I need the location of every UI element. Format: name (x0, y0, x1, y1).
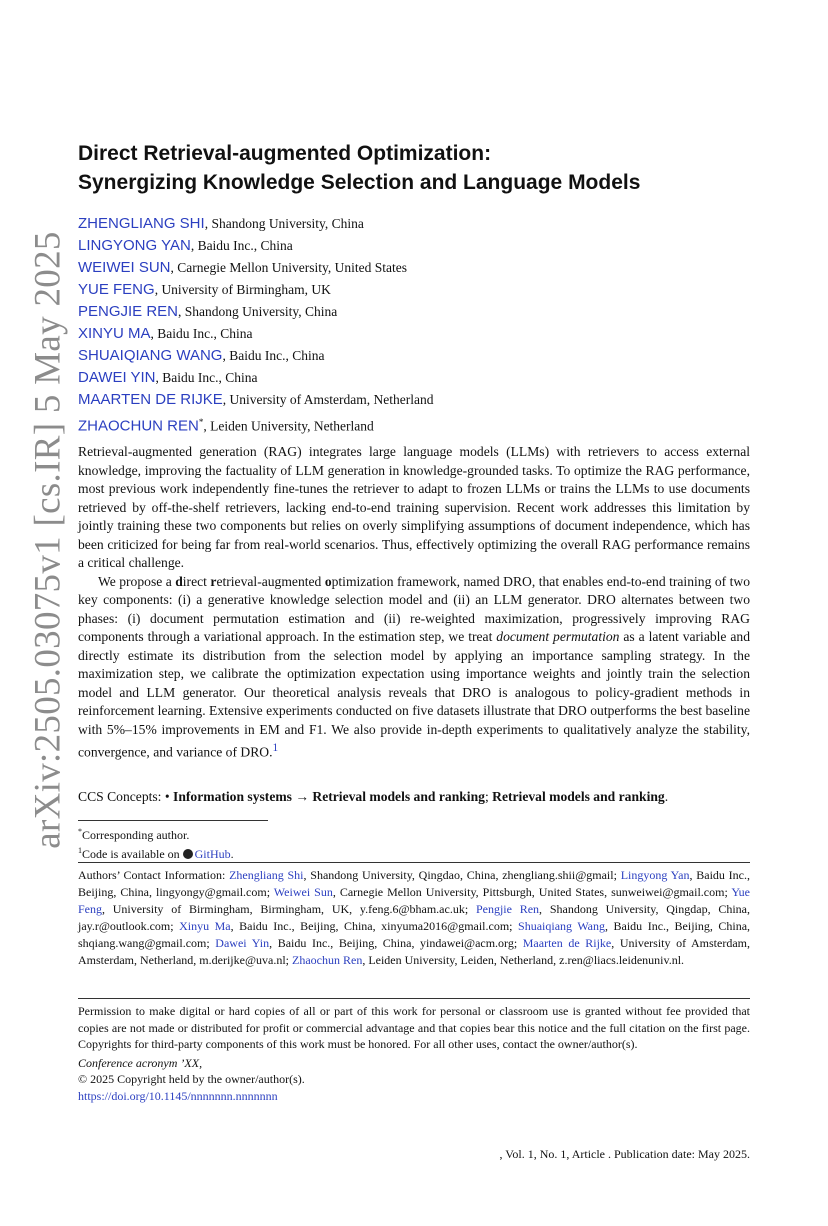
github-link[interactable]: GitHub (194, 847, 231, 861)
abstract-text: etrieval-augmented (216, 573, 325, 589)
author-entry (78, 213, 758, 235)
arxiv-identifier-text: arXiv:2505.03075v1 [cs.IR] 5 May 2025 (27, 231, 69, 849)
footnotes (78, 820, 750, 862)
contact-author-link[interactable]: Pengjie Ren (475, 902, 540, 916)
acronym-letter: o (324, 573, 332, 589)
ccs-separator: ; (484, 789, 493, 804)
author-contact-information (78, 862, 750, 969)
ccs-item: Information systems (173, 789, 292, 804)
contact-author-link[interactable]: Maarten de Rijke (522, 936, 612, 950)
author-name[interactable]: WEIWEI SUN (78, 259, 171, 276)
author-name[interactable]: YUE FENG (78, 281, 155, 298)
paper-title (78, 139, 758, 197)
contact-author-link[interactable]: Lingyong Yan (620, 868, 690, 882)
copyright-notice: © 2025 Copyright held by the owner/author(s). (78, 1072, 305, 1087)
footnote-mark: * (78, 827, 82, 836)
github-icon (183, 849, 193, 859)
footnote-mark: 1 (78, 846, 82, 855)
abstract-text: We propose a (98, 573, 176, 589)
footnote-divider (78, 820, 268, 821)
author-affiliation: , Baidu Inc., China (222, 348, 325, 363)
arxiv-identifier (27, 231, 69, 849)
footnote-link[interactable]: 1 (272, 742, 279, 754)
contact-text: , Leiden University, Leiden, Netherland, z.ren@liacs.leidenuniv.nl. (362, 953, 685, 967)
publication-info: , Vol. 1, No. 1, Article . Publication date: May 2025. (499, 1147, 750, 1161)
contact-text: Authors’ Contact Information: (78, 868, 230, 882)
contact-author-link[interactable]: Shuaiqiang Wang (518, 919, 606, 933)
author-affiliation: , University of Birmingham, UK (154, 282, 331, 297)
author-name[interactable]: LINGYONG YAN (78, 237, 191, 254)
author-entry (78, 323, 758, 345)
contact-text: , Shandong University, Qingdap, China, jay.r@outlook.com; (78, 902, 750, 933)
doi-link[interactable]: https://doi.org/10.1145/nnnnnnn.nnnnnnn (78, 1088, 278, 1103)
title-line-2: Synergizing Knowledge Selection and Language Models (78, 171, 641, 194)
author-affiliation: , Carnegie Mellon University, United States (170, 260, 407, 275)
footnote-text: Code is available on (82, 847, 183, 861)
author-affiliation: , Leiden University, Netherland (203, 418, 374, 434)
author-affiliation: , Shandong University, China (204, 216, 364, 231)
author-list (78, 213, 758, 433)
contact-author-link[interactable]: Zhengliang Shi (229, 868, 304, 882)
author-affiliation: , Baidu Inc., China (190, 238, 293, 253)
contact-text: , University of Amsterdam, Amsterdam, Netherland, m.derijke@uva.nl; (78, 936, 750, 967)
author-entry (78, 279, 758, 301)
contact-author-link[interactable]: Xinyu Ma (179, 919, 231, 933)
ccs-concepts (78, 788, 758, 806)
author-affiliation: , University of Amsterdam, Netherland (222, 392, 434, 407)
contact-text: , Carnegie Mellon University, Pittsburgh, United States, sunweiwei@gmail.com; (332, 885, 732, 899)
author-entry (78, 301, 758, 323)
contact-text: , University of Birmingham, Birmingham, UK, y.feng.6@bham.ac.uk; (102, 902, 476, 916)
abstract-text: irect (182, 573, 211, 589)
abstract-text: as a latent variable and directly estimate its distribution from the selection model by applying an importance sampling strategy. In the maximization step, we calibrate the optimization expectation using importance weights and jointly train the selection model and LLM generator. Our theoretical analysis reveals that DRO is analogous to policy-gradient methods in reinforcement learning. Extensive experiments conducted on five datasets illustrate that DRO outperforms the best baseline with 5%–15% improvements in EM and F1. We also provide in-depth experiments to qualitatively analyze the stability, convergence, and variance of DRO. (78, 629, 751, 760)
author-entry (78, 345, 758, 367)
footnote-text: Corresponding author. (82, 828, 190, 842)
abstract-text: ptimization framework, named DRO, that enables end-to-end training of two key components: (i) a generative knowledge selection model and (ii) an LLM generator. DRO alternates between two phases: (i) document permutation estimation and (ii) re-weighted maximization, progressively improving RAG components through a variational approach. In the estimation step, we treat (78, 573, 750, 644)
title-line-1: Direct Retrieval-augmented Optimization: (78, 142, 492, 165)
contact-author-link[interactable]: Weiwei Sun (273, 885, 333, 899)
footnote-corresponding (78, 824, 750, 843)
author-name[interactable]: MAARTEN DE RIJKE (78, 391, 223, 408)
ccs-item: Retrieval models and ranking (312, 789, 485, 804)
author-name[interactable]: PENGJIE REN (78, 303, 179, 320)
abstract-paragraph-2 (78, 573, 750, 763)
author-entry (78, 257, 758, 279)
permission-block (78, 998, 750, 1105)
emphasis: document permutation (496, 629, 620, 644)
contact-text: , Baidu Inc., Beijing, China, yindawei@acm.org; (269, 936, 523, 950)
footnote-text: . (230, 847, 234, 861)
author-entry (78, 389, 758, 411)
ccs-arrow: → (291, 789, 313, 804)
ccs-prefix: CCS Concepts: • (78, 789, 174, 804)
ccs-item: Retrieval models and ranking (492, 789, 665, 804)
author-name[interactable]: XINYU MA (78, 325, 151, 342)
acronym-letter: r (210, 573, 217, 589)
footnote-code (78, 843, 750, 862)
acronym-letter: d (175, 573, 183, 589)
contact-text: , Shandong University, Qingdao, China, zhengliang.shii@gmail; (303, 868, 621, 882)
author-entry (78, 367, 758, 389)
author-entry (78, 411, 758, 433)
author-affiliation: , Baidu Inc., China (155, 370, 258, 385)
author-entry (78, 235, 758, 257)
author-affiliation: , Shandong University, China (178, 304, 338, 319)
contact-author-link[interactable]: Dawei Yin (215, 936, 270, 950)
conference-acronym: Conference acronym ’XX, (78, 1055, 203, 1070)
corresponding-author-mark: * (198, 417, 204, 427)
author-name[interactable]: DAWEI YIN (78, 369, 156, 386)
contact-text: , Baidu Inc., Beijing, China, lingyongy@gmail.com; (78, 868, 750, 899)
abstract-paragraph-1: Retrieval-augmented generation (RAG) integrates large language models (LLMs) with retrievers to access external knowledge, improving the factuality of LLM generation in knowledge-grounded tasks. To optimize the RAG performance, most previous work independently fine-tunes the retriever to adapt to frozen LLMs or trains the LLMs to use documents retrieved by off-the-shelf retrievers, lacking end-to-end training supervision. Recent work addresses this limitation by jointly training these two components but relies on overly simplifying assumptions of document independence, which has been criticized for being far from real-world scenarios. Thus, effectively optimizing the overall RAG performance remains a critical challenge. (78, 444, 750, 570)
ccs-end: . (664, 789, 669, 804)
abstract (78, 443, 750, 762)
author-name[interactable]: ZHENGLIANG SHI (78, 215, 205, 232)
permission-text: Permission to make digital or hard copies of all or part of this work for personal or classroom use is granted without fee provided that copies are not made or distributed for profit or commercial advantage and that copies bear this notice and the full citation on the first page. Copyrights for third-party components of this work must be honored. For all other uses, contact the owner/author(s). (78, 1004, 750, 1052)
contact-text: , Baidu Inc., Beijing, China, shqiang.wang@gmail.com; (78, 919, 751, 950)
contact-text: , Baidu Inc., Beijing, China, xinyuma2016@gmail.com; (230, 919, 519, 933)
author-name[interactable]: SHUAIQIANG WANG (78, 347, 223, 364)
contact-author-link[interactable]: Yue Feng (78, 885, 750, 916)
contact-author-link[interactable]: Zhaochun Ren (292, 953, 363, 967)
author-affiliation: , Baidu Inc., China (150, 326, 253, 341)
author-name[interactable]: ZHAOCHUN REN (78, 417, 199, 435)
